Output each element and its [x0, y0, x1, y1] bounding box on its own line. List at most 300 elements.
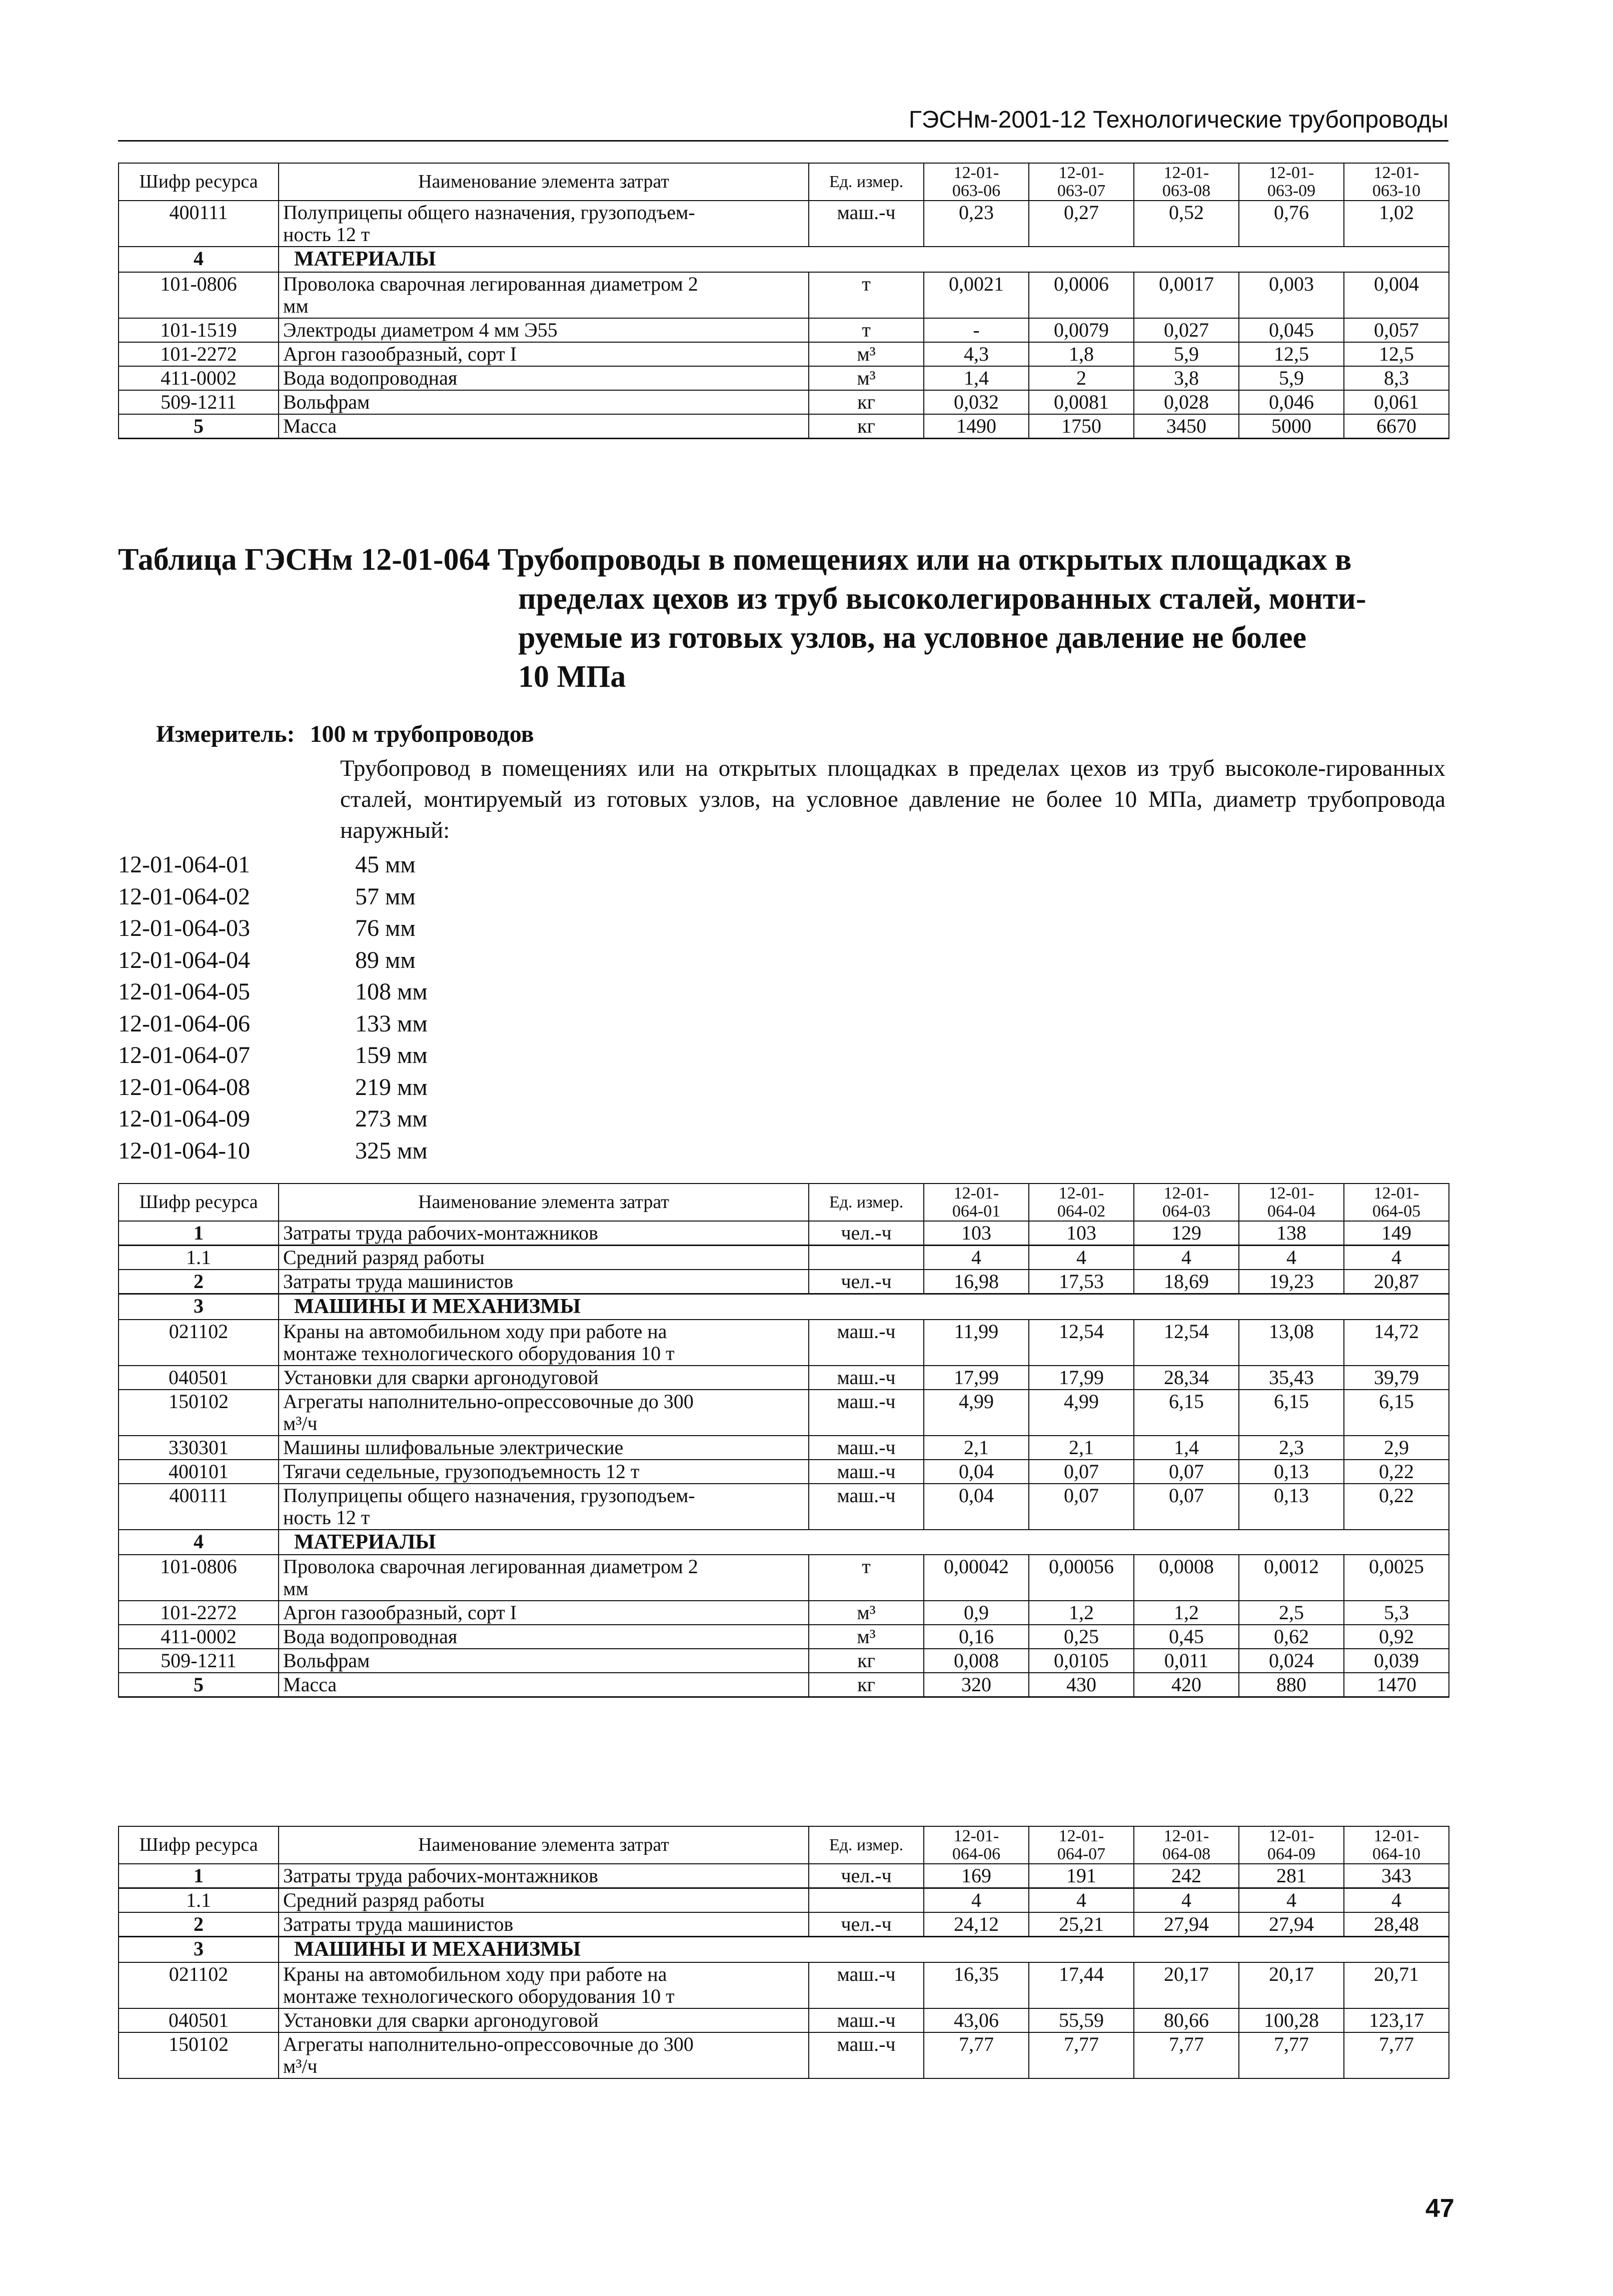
- cell-value: 27,94: [1134, 1912, 1239, 1937]
- cell-value: 4: [924, 1888, 1029, 1913]
- section-row: [119, 1530, 1449, 1555]
- cell-value: 0,45: [1134, 1625, 1239, 1649]
- diameter-size: 108 мм: [355, 978, 428, 1005]
- header-column: 12-01- 063-06: [924, 163, 1029, 201]
- cell-code: 150102: [119, 2032, 279, 2078]
- table-title-rest: пределах цехов из труб высоколегированных сталей, монти- руемые из готовых узлов, на условное давление не более 10 МПа: [518, 582, 1366, 694]
- header-code: Шифр ресурса: [119, 1826, 279, 1864]
- cell-unit: кг: [809, 414, 924, 439]
- cell-unit: маш.-ч: [809, 1484, 924, 1530]
- cell-value: 20,17: [1239, 1962, 1344, 2008]
- cell-value: 0,027: [1134, 318, 1239, 342]
- table-row: [119, 1390, 1449, 1436]
- cell-value: 8,3: [1344, 366, 1449, 390]
- cell-unit: маш.-ч: [809, 1390, 924, 1436]
- cell-unit: [809, 1246, 924, 1270]
- cell-value: 1,2: [1134, 1601, 1239, 1625]
- cell-code: 101-1519: [119, 318, 279, 342]
- cell-value: 4: [924, 1246, 1029, 1270]
- cell-value: 430: [1029, 1673, 1134, 1697]
- diameter-list: [118, 849, 428, 1167]
- table-title-lead: Таблица ГЭСНм 12-01-064 Трубопроводы в помещениях или на открытых площадках в: [118, 543, 1352, 577]
- diameter-code: 12-01-064-04: [118, 946, 250, 973]
- cell-value: 0,16: [924, 1625, 1029, 1649]
- cell-value: 4,99: [924, 1390, 1029, 1436]
- cell-code: 021102: [119, 1962, 279, 2008]
- cell-value: 0,003: [1239, 272, 1344, 318]
- cell-value: 28,34: [1134, 1366, 1239, 1390]
- cell-unit: м³: [809, 1601, 924, 1625]
- table-description: Трубопровод в помещениях или на открытых площадках в пределах цехов из труб высоколе-гированных сталей, монтируемый из готовых узлов, на условное давление не более 10 МПа, диаметр трубопровода наружный:: [340, 755, 1445, 843]
- header-column: 12-01- 063-07: [1029, 163, 1134, 201]
- cell-unit: м³: [809, 366, 924, 390]
- header-column: 12-01- 064-07: [1029, 1826, 1134, 1864]
- cell-value: 0,07: [1134, 1460, 1239, 1484]
- cell-value: 17,99: [924, 1366, 1029, 1390]
- header-column: 12-01- 064-08: [1134, 1826, 1239, 1864]
- cell-value: 4: [1344, 1888, 1449, 1913]
- cell-code: 5: [119, 1673, 279, 1697]
- cell-unit: т: [809, 1555, 924, 1601]
- cell-code: 5: [119, 414, 279, 439]
- header-name: Наименование элемента затрат: [279, 1184, 809, 1221]
- cell-value: 2,9: [1344, 1436, 1449, 1460]
- cell-value: 0,061: [1344, 390, 1449, 414]
- cell-value: 5,9: [1134, 342, 1239, 366]
- cell-name: Затраты труда рабочих-монтажников: [279, 1221, 809, 1246]
- cell-name: Агрегаты наполнительно-опрессовочные до 300 м³/ч: [279, 2032, 809, 2078]
- cell-code: 4: [119, 247, 279, 272]
- cell-code: 509-1211: [119, 1649, 279, 1673]
- cell-code: 400111: [119, 201, 279, 247]
- cell-value: 0,00042: [924, 1555, 1029, 1601]
- cell-value: 0,76: [1239, 201, 1344, 247]
- table-row: [119, 1962, 1449, 2008]
- cell-value: 0,92: [1344, 1625, 1449, 1649]
- cell-value: 4: [1239, 1246, 1344, 1270]
- cell-value: 0,0081: [1029, 390, 1134, 414]
- table-row: [119, 414, 1449, 439]
- cell-name: Затраты труда машинистов: [279, 1912, 809, 1937]
- cell-value: 4: [1134, 1246, 1239, 1270]
- cell-code: 2: [119, 1270, 279, 1294]
- cell-value: 6670: [1344, 414, 1449, 439]
- cell-value: 0,011: [1134, 1649, 1239, 1673]
- cell-value: 0,07: [1029, 1484, 1134, 1530]
- diameter-item: [118, 944, 428, 976]
- cell-value: 281: [1239, 1864, 1344, 1888]
- cell-value: 7,77: [1239, 2032, 1344, 2078]
- cell-code: 3: [119, 1294, 279, 1320]
- cell-value: 169: [924, 1864, 1029, 1888]
- diameter-size: 89 мм: [355, 946, 416, 973]
- cell-value: 17,99: [1029, 1366, 1134, 1390]
- cell-value: 103: [1029, 1221, 1134, 1246]
- cell-code: 040501: [119, 1366, 279, 1390]
- cell-code: 411-0002: [119, 1625, 279, 1649]
- diameter-code: 12-01-064-02: [118, 883, 250, 910]
- table-row: [119, 1649, 1449, 1673]
- cell-name: Аргон газообразный, сорт I: [279, 1601, 809, 1625]
- cell-value: 0,057: [1344, 318, 1449, 342]
- table-row: [119, 390, 1449, 414]
- cell-value: 7,77: [1134, 2032, 1239, 2078]
- cell-value: 24,12: [924, 1912, 1029, 1937]
- table-row: [119, 1864, 1449, 1888]
- table-row: [119, 318, 1449, 342]
- diameter-size: 133 мм: [355, 1010, 428, 1037]
- cell-name: Затраты труда машинистов: [279, 1270, 809, 1294]
- cell-value: 17,44: [1029, 1962, 1134, 2008]
- cell-value: 4: [1239, 1888, 1344, 1913]
- cell-unit: маш.-ч: [809, 1366, 924, 1390]
- section-row: [119, 1937, 1449, 1962]
- cell-value: 129: [1134, 1221, 1239, 1246]
- table-row: [119, 1912, 1449, 1937]
- diameter-item: [118, 1071, 428, 1103]
- cell-code: 400101: [119, 1460, 279, 1484]
- table-row: [119, 342, 1449, 366]
- cell-code: 3: [119, 1937, 279, 1962]
- cell-value: 123,17: [1344, 2008, 1449, 2032]
- cell-value: 242: [1134, 1864, 1239, 1888]
- header-column: 12-01- 063-09: [1239, 163, 1344, 201]
- cell-value: 0,25: [1029, 1625, 1134, 1649]
- cell-unit: кг: [809, 390, 924, 414]
- diameter-size: 219 мм: [355, 1073, 428, 1100]
- diameter-size: 76 мм: [355, 915, 416, 941]
- table-row: [119, 1366, 1449, 1390]
- cell-value: 138: [1239, 1221, 1344, 1246]
- cell-value: 0,008: [924, 1649, 1029, 1673]
- table-row: [119, 1320, 1449, 1366]
- cell-value: 1470: [1344, 1673, 1449, 1697]
- cell-value: 7,77: [924, 2032, 1029, 2078]
- header-name: Наименование элемента затрат: [279, 1826, 809, 1864]
- resource-table-064-01-05: [118, 1183, 1449, 1698]
- cell-value: 12,54: [1029, 1320, 1134, 1366]
- page-number: 47: [1425, 2194, 1454, 2223]
- cell-value: 0,04: [924, 1484, 1029, 1530]
- cell-unit: чел.-ч: [809, 1912, 924, 1937]
- cell-section-title: МАШИНЫ И МЕХАНИЗМЫ: [279, 1937, 1449, 1962]
- header-column: 12-01- 064-03: [1134, 1184, 1239, 1221]
- cell-unit: маш.-ч: [809, 2032, 924, 2078]
- diameter-item: [118, 976, 428, 1008]
- diameter-item: [118, 1103, 428, 1135]
- cell-code: 2: [119, 1912, 279, 1937]
- cell-value: 0,024: [1239, 1649, 1344, 1673]
- cell-value: 39,79: [1344, 1366, 1449, 1390]
- cell-name: Аргон газообразный, сорт I: [279, 342, 809, 366]
- diameter-code: 12-01-064-09: [118, 1105, 250, 1132]
- diameter-code: 12-01-064-03: [118, 915, 250, 941]
- cell-value: 0,0025: [1344, 1555, 1449, 1601]
- cell-value: 0,046: [1239, 390, 1344, 414]
- cell-code: 400111: [119, 1484, 279, 1530]
- cell-name: Средний разряд работы: [279, 1888, 809, 1913]
- cell-unit: м³: [809, 1625, 924, 1649]
- cell-value: 16,35: [924, 1962, 1029, 2008]
- cell-value: -: [924, 318, 1029, 342]
- header-column: 12-01- 064-01: [924, 1184, 1029, 1221]
- cell-value: 4,3: [924, 342, 1029, 366]
- table-row: [119, 201, 1449, 247]
- cell-code: 150102: [119, 1390, 279, 1436]
- running-head: ГЭСНм-2001-12 Технологические трубопроводы: [118, 100, 1448, 142]
- cell-code: 101-2272: [119, 1601, 279, 1625]
- cell-value: 12,5: [1239, 342, 1344, 366]
- diameter-size: 57 мм: [355, 883, 416, 910]
- table-row: [119, 1270, 1449, 1294]
- table-row: [119, 1436, 1449, 1460]
- meter-line: [156, 720, 534, 748]
- cell-unit: маш.-ч: [809, 1962, 924, 2008]
- diameter-size: 325 мм: [355, 1137, 428, 1164]
- cell-value: 0,07: [1134, 1484, 1239, 1530]
- table-row: [119, 1484, 1449, 1530]
- header-unit: Ед. измер.: [809, 1184, 924, 1221]
- cell-value: 1490: [924, 414, 1029, 439]
- diameter-item: [118, 881, 428, 913]
- cell-value: 14,72: [1344, 1320, 1449, 1366]
- cell-value: 0,0021: [924, 272, 1029, 318]
- cell-value: 0,27: [1029, 201, 1134, 247]
- cell-value: 5000: [1239, 414, 1344, 439]
- cell-value: 0,23: [924, 201, 1029, 247]
- section-row: [119, 1294, 1449, 1320]
- cell-value: 4: [1029, 1246, 1134, 1270]
- cell-value: 0,04: [924, 1460, 1029, 1484]
- header-unit: Ед. измер.: [809, 163, 924, 201]
- cell-value: 420: [1134, 1673, 1239, 1697]
- cell-name: Краны на автомобильном ходу при работе на монтаже технологического оборудования 10 т: [279, 1320, 809, 1366]
- cell-code: 1.1: [119, 1246, 279, 1270]
- cell-value: 20,87: [1344, 1270, 1449, 1294]
- cell-unit: чел.-ч: [809, 1221, 924, 1246]
- cell-name: Установки для сварки аргонодуговой: [279, 2008, 809, 2032]
- cell-code: 330301: [119, 1436, 279, 1460]
- cell-value: 0,0008: [1134, 1555, 1239, 1601]
- diameter-item: [118, 1135, 428, 1167]
- cell-unit: маш.-ч: [809, 2008, 924, 2032]
- cell-code: 101-0806: [119, 272, 279, 318]
- cell-value: 6,15: [1344, 1390, 1449, 1436]
- cell-name: Вольфрам: [279, 390, 809, 414]
- cell-value: 4: [1344, 1246, 1449, 1270]
- cell-value: 4: [1029, 1888, 1134, 1913]
- cell-value: 0,13: [1239, 1460, 1344, 1484]
- cell-value: 0,039: [1344, 1649, 1449, 1673]
- cell-unit: чел.-ч: [809, 1864, 924, 1888]
- cell-value: 6,15: [1134, 1390, 1239, 1436]
- cell-name: Машины шлифовальные электрические: [279, 1436, 809, 1460]
- diameter-item: [118, 1039, 428, 1071]
- cell-value: 12,54: [1134, 1320, 1239, 1366]
- cell-section-title: МАТЕРИАЛЫ: [279, 247, 1449, 272]
- diameter-code: 12-01-064-08: [118, 1073, 250, 1100]
- cell-name: Масса: [279, 1673, 809, 1697]
- cell-value: 0,0105: [1029, 1649, 1134, 1673]
- cell-value: 0,028: [1134, 390, 1239, 414]
- cell-value: 55,59: [1029, 2008, 1134, 2032]
- table-row: [119, 1601, 1449, 1625]
- table-row: [119, 272, 1449, 318]
- cell-value: 3,8: [1134, 366, 1239, 390]
- diameter-size: 273 мм: [355, 1105, 428, 1132]
- cell-code: 1.1: [119, 1888, 279, 1913]
- cell-section-title: МАШИНЫ И МЕХАНИЗМЫ: [279, 1294, 1449, 1320]
- cell-value: 4,99: [1029, 1390, 1134, 1436]
- cell-code: 4: [119, 1530, 279, 1555]
- cell-value: 5,3: [1344, 1601, 1449, 1625]
- cell-unit: т: [809, 272, 924, 318]
- cell-value: 320: [924, 1673, 1029, 1697]
- cell-value: 2,1: [1029, 1436, 1134, 1460]
- diameter-code: 12-01-064-01: [118, 851, 250, 878]
- cell-value: 27,94: [1239, 1912, 1344, 1937]
- cell-value: 17,53: [1029, 1270, 1134, 1294]
- cell-value: 2,3: [1239, 1436, 1344, 1460]
- header-code: Шифр ресурса: [119, 163, 279, 201]
- cell-value: 19,23: [1239, 1270, 1344, 1294]
- cell-value: 4: [1134, 1888, 1239, 1913]
- cell-name: Проволока сварочная легированная диаметром 2 мм: [279, 1555, 809, 1601]
- resource-table-064-06-10: [118, 1826, 1449, 2079]
- diameter-code: 12-01-064-07: [118, 1042, 250, 1068]
- diameter-code: 12-01-064-10: [118, 1137, 250, 1164]
- table-row: [119, 1555, 1449, 1601]
- cell-value: 1,2: [1029, 1601, 1134, 1625]
- cell-value: 1,4: [924, 366, 1029, 390]
- cell-value: 25,21: [1029, 1912, 1134, 1937]
- cell-value: 0,9: [924, 1601, 1029, 1625]
- cell-value: 18,69: [1134, 1270, 1239, 1294]
- cell-value: 1,4: [1134, 1436, 1239, 1460]
- cell-code: 021102: [119, 1320, 279, 1366]
- table-row: [119, 2008, 1449, 2032]
- table-row: [119, 1673, 1449, 1697]
- table-row: [119, 2032, 1449, 2078]
- diameter-code: 12-01-064-06: [118, 1010, 250, 1037]
- header-column: 12-01- 064-02: [1029, 1184, 1134, 1221]
- cell-value: 2,5: [1239, 1601, 1344, 1625]
- diameter-code: 12-01-064-05: [118, 978, 250, 1005]
- cell-code: 040501: [119, 2008, 279, 2032]
- cell-unit: [809, 1888, 924, 1913]
- meter-value: 100 м трубопроводов: [310, 721, 534, 747]
- cell-code: 101-0806: [119, 1555, 279, 1601]
- cell-value: 7,77: [1029, 2032, 1134, 2078]
- header-column: 12-01- 064-09: [1239, 1826, 1344, 1864]
- header-unit: Ед. измер.: [809, 1826, 924, 1864]
- table-row: [119, 1888, 1449, 1913]
- header-column: 12-01- 064-10: [1344, 1826, 1449, 1864]
- cell-unit: маш.-ч: [809, 1436, 924, 1460]
- cell-value: 0,62: [1239, 1625, 1344, 1649]
- diameter-size: 159 мм: [355, 1042, 428, 1068]
- diameter-size: 45 мм: [355, 851, 416, 878]
- header-name: Наименование элемента затрат: [279, 163, 809, 201]
- cell-value: 100,28: [1239, 2008, 1344, 2032]
- cell-value: 20,71: [1344, 1962, 1449, 2008]
- cell-value: 5,9: [1239, 366, 1344, 390]
- cell-value: 2: [1029, 366, 1134, 390]
- header-column: 12-01- 064-04: [1239, 1184, 1344, 1221]
- cell-name: Вода водопроводная: [279, 366, 809, 390]
- meter-label: Измеритель:: [156, 721, 295, 747]
- cell-unit: кг: [809, 1673, 924, 1697]
- cell-value: 0,00056: [1029, 1555, 1134, 1601]
- cell-code: 411-0002: [119, 366, 279, 390]
- cell-value: 6,15: [1239, 1390, 1344, 1436]
- cell-value: 0,0017: [1134, 272, 1239, 318]
- resource-table-063: [118, 163, 1449, 439]
- cell-unit: маш.-ч: [809, 201, 924, 247]
- header-column: 12-01- 064-06: [924, 1826, 1029, 1864]
- cell-value: 0,0006: [1029, 272, 1134, 318]
- cell-unit: кг: [809, 1649, 924, 1673]
- cell-code: 101-2272: [119, 342, 279, 366]
- cell-value: 0,032: [924, 390, 1029, 414]
- cell-name: Полуприцепы общего назначения, грузоподъем- ность 12 т: [279, 201, 809, 247]
- cell-value: 0,52: [1134, 201, 1239, 247]
- cell-value: 3450: [1134, 414, 1239, 439]
- cell-value: 0,0079: [1029, 318, 1134, 342]
- cell-value: 103: [924, 1221, 1029, 1246]
- table-title: [118, 540, 1453, 696]
- table-row: [119, 1246, 1449, 1270]
- cell-name: Средний разряд работы: [279, 1246, 809, 1270]
- cell-value: 1,8: [1029, 342, 1134, 366]
- cell-value: 149: [1344, 1221, 1449, 1246]
- cell-value: 191: [1029, 1864, 1134, 1888]
- cell-value: 11,99: [924, 1320, 1029, 1366]
- cell-value: 13,08: [1239, 1320, 1344, 1366]
- header-column: 12-01- 063-10: [1344, 163, 1449, 201]
- cell-value: 0,07: [1029, 1460, 1134, 1484]
- table-row: [119, 1460, 1449, 1484]
- cell-value: 0,045: [1239, 318, 1344, 342]
- diameter-item: [118, 912, 428, 944]
- cell-code: 1: [119, 1864, 279, 1888]
- cell-name: Затраты труда рабочих-монтажников: [279, 1864, 809, 1888]
- table-row: [119, 1625, 1449, 1649]
- header-code: Шифр ресурса: [119, 1184, 279, 1221]
- cell-unit: м³: [809, 342, 924, 366]
- cell-name: Агрегаты наполнительно-опрессовочные до 300 м³/ч: [279, 1390, 809, 1436]
- cell-value: 1,02: [1344, 201, 1449, 247]
- cell-value: 20,17: [1134, 1962, 1239, 2008]
- cell-value: 16,98: [924, 1270, 1029, 1294]
- cell-name: Электроды диаметром 4 мм Э55: [279, 318, 809, 342]
- cell-name: Полуприцепы общего назначения, грузоподъем- ность 12 т: [279, 1484, 809, 1530]
- cell-name: Вода водопроводная: [279, 1625, 809, 1649]
- cell-code: 1: [119, 1221, 279, 1246]
- cell-value: 880: [1239, 1673, 1344, 1697]
- cell-unit: маш.-ч: [809, 1460, 924, 1484]
- cell-name: Вольфрам: [279, 1649, 809, 1673]
- cell-value: 0,22: [1344, 1460, 1449, 1484]
- cell-code: 509-1211: [119, 390, 279, 414]
- cell-value: 343: [1344, 1864, 1449, 1888]
- cell-section-title: МАТЕРИАЛЫ: [279, 1530, 1449, 1555]
- table-row: [119, 1221, 1449, 1246]
- cell-unit: чел.-ч: [809, 1270, 924, 1294]
- cell-name: Установки для сварки аргонодуговой: [279, 1366, 809, 1390]
- cell-name: Краны на автомобильном ходу при работе на монтаже технологического оборудования 10 т: [279, 1962, 809, 2008]
- cell-name: Масса: [279, 414, 809, 439]
